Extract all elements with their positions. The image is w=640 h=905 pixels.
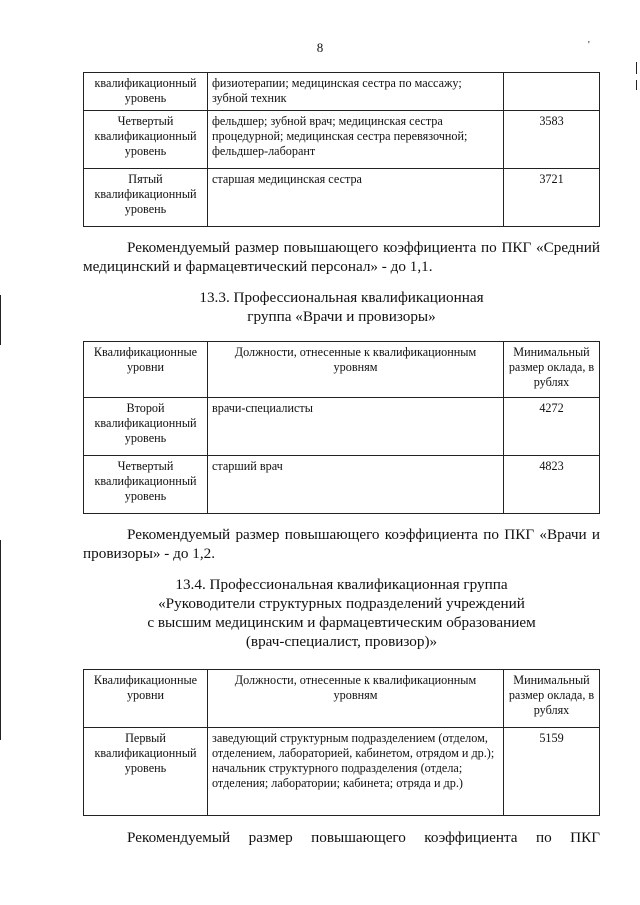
positions-cell: старшая медицинская сестра: [208, 169, 504, 227]
header-positions: Должности, отнесенные к квалификационным уровням: [208, 670, 504, 728]
table-row: [84, 456, 600, 514]
section-13-4-heading: 13.4. Профессиональная квалификационная группа «Руководители структурных подразделений учреждений с высшим медицинским и фармацевтическим образованием (врач-специалист, провизор)»: [147, 576, 536, 650]
level-cell: Второй квалификационный уровень: [84, 398, 208, 456]
header-levels: Квалификационные уровни: [84, 342, 208, 398]
salary-cell: 3583: [504, 111, 600, 169]
positions-cell: врачи-специалисты: [208, 398, 504, 456]
scan-edge-mark: [636, 62, 637, 74]
coefficient-paragraph-1: Рекомендуемый размер повышающего коэффициента по ПКГ «Средний медицинский и фармацевтический персонал» - до 1,1.: [83, 239, 600, 275]
level-cell: квалификационный уровень: [84, 73, 208, 111]
level-cell: Первый квалификационный уровень: [84, 728, 208, 816]
table-row: [84, 111, 600, 169]
table-header-row: [84, 670, 600, 728]
level-cell: Пятый квалификационный уровень: [84, 169, 208, 227]
scan-edge-mark: [0, 540, 1, 740]
coefficient-paragraph-2: Рекомендуемый размер повышающего коэффициента по ПКГ «Врачи и провизоры» - до 1,2.: [83, 526, 600, 562]
table-row: [84, 169, 600, 227]
header-salary: Минимальный размер оклада, в рублях: [504, 670, 600, 728]
header-salary: Минимальный размер оклада, в рублях: [504, 342, 600, 398]
salary-cell: 4272: [504, 398, 600, 456]
corner-mark: ': [588, 40, 590, 51]
page-number: 8: [316, 40, 324, 55]
coefficient-paragraph-3: Рекомендуемый размер повышающего коэффициента по ПКГ: [127, 829, 600, 846]
salary-cell: 5159: [504, 728, 600, 816]
table-3: [83, 669, 600, 816]
header-levels: Квалификационные уровни: [84, 670, 208, 728]
scan-edge-mark: [636, 80, 637, 90]
level-cell: Четвертый квалификационный уровень: [84, 456, 208, 514]
table-1: [83, 72, 600, 227]
level-cell: Четвертый квалификационный уровень: [84, 111, 208, 169]
salary-cell: 3721: [504, 169, 600, 227]
positions-cell: физиотерапии; медицинская сестра по массажу; зубной техник: [208, 73, 504, 111]
table-row: [84, 728, 600, 816]
scan-edge-mark: [0, 295, 1, 345]
positions-cell: старший врач: [208, 456, 504, 514]
positions-cell: фельдшер; зубной врач; медицинская сестра процедурной; медицинская сестра перевязочной; фельдшер-лаборант: [208, 111, 504, 169]
table-header-row: [84, 342, 600, 398]
positions-cell: заведующий структурным подразделением (отделом, отделением, лабораторией, кабинетом, отрядом и др.); начальник структурного подразделения (отдела; отделения; лаборатории; кабинета; отряда и др.): [208, 728, 504, 816]
table-row: [84, 73, 600, 111]
table-row: [84, 398, 600, 456]
section-13-3-heading: 13.3. Профессиональная квалификационная группа «Врачи и провизоры»: [199, 289, 484, 325]
salary-cell: [504, 73, 600, 111]
salary-cell: 4823: [504, 456, 600, 514]
table-2: [83, 341, 600, 514]
header-positions: Должности, отнесенные к квалификационным уровням: [208, 342, 504, 398]
